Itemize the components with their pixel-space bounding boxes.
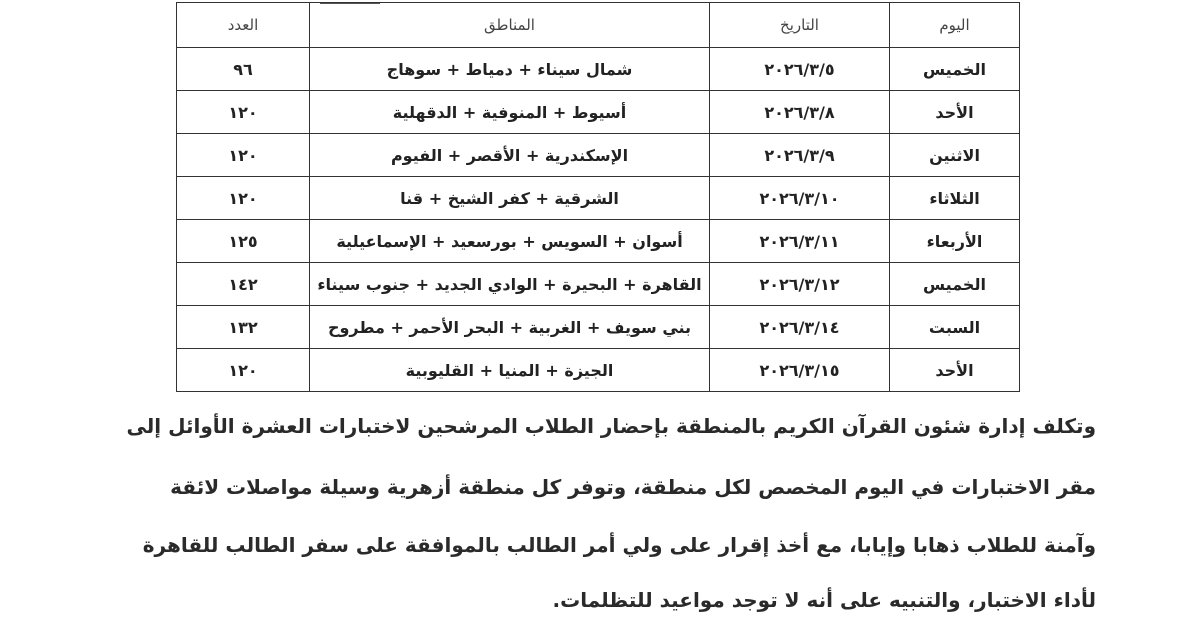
table-row — [177, 134, 1020, 177]
table-header-row — [177, 3, 1020, 48]
table-row — [177, 48, 1020, 91]
header-regions: المناطق — [310, 3, 710, 48]
count-cell: ٩٦ — [177, 48, 310, 91]
regions-cell: شمال سيناء + دمياط + سوهاج — [310, 48, 710, 91]
table-row — [177, 306, 1020, 349]
day-cell: الاثنين — [890, 134, 1020, 177]
count-cell: ١٢٠ — [177, 177, 310, 220]
table-row — [177, 177, 1020, 220]
regions-cell: القاهرة + البحيرة + الوادي الجديد + جنوب سيناء — [310, 263, 710, 306]
count-cell: ١٣٢ — [177, 306, 310, 349]
regions-cell: أسوان + السويس + بورسعيد + الإسماعيلية — [310, 220, 710, 263]
day-cell: الأحد — [890, 349, 1020, 392]
regions-cell: الجيزة + المنيا + القليوبية — [310, 349, 710, 392]
day-cell: الثلاثاء — [890, 177, 1020, 220]
table-row — [177, 263, 1020, 306]
table-row — [177, 349, 1020, 392]
count-cell: ١٢٠ — [177, 349, 310, 392]
paragraph-line-4: لأداء الاختبار، والتنبيه على أنه لا توجد مواعيد للتظلمات. — [552, 588, 1096, 612]
table-row — [177, 91, 1020, 134]
header-date: التاريخ — [710, 3, 890, 48]
header-day: اليوم — [890, 3, 1020, 48]
header-count: العدد — [177, 3, 310, 48]
count-cell: ١٤٢ — [177, 263, 310, 306]
paragraph-line-1: وتكلف إدارة شئون القرآن الكريم بالمنطقة بإحضار الطلاب المرشحين لاختبارات العشرة الأوائل إلى — [126, 414, 1096, 438]
count-cell: ١٢٠ — [177, 134, 310, 177]
date-cell: ٢٠٢٦/٣/٨ — [710, 91, 890, 134]
regions-cell: الإسكندرية + الأقصر + الفيوم — [310, 134, 710, 177]
day-cell: السبت — [890, 306, 1020, 349]
exam-schedule-table — [176, 2, 1020, 392]
date-cell: ٢٠٢٦/٣/٥ — [710, 48, 890, 91]
regions-cell: بني سويف + الغربية + البحر الأحمر + مطروح — [310, 306, 710, 349]
count-cell: ١٢٥ — [177, 220, 310, 263]
paragraph-line-2: مقر الاختبارات في اليوم المخصص لكل منطقة، وتوفر كل منطقة أزهرية وسيلة مواصلات لائقة — [170, 475, 1096, 499]
day-cell: الخميس — [890, 263, 1020, 306]
regions-cell: أسيوط + المنوفية + الدقهلية — [310, 91, 710, 134]
date-cell: ٢٠٢٦/٣/١٢ — [710, 263, 890, 306]
date-cell: ٢٠٢٦/٣/٩ — [710, 134, 890, 177]
date-cell: ٢٠٢٦/٣/١٤ — [710, 306, 890, 349]
day-cell: الخميس — [890, 48, 1020, 91]
date-cell: ٢٠٢٦/٣/١٥ — [710, 349, 890, 392]
regions-cell: الشرقية + كفر الشيخ + قنا — [310, 177, 710, 220]
date-cell: ٢٠٢٦/٣/١١ — [710, 220, 890, 263]
date-cell: ٢٠٢٦/٣/١٠ — [710, 177, 890, 220]
table-row — [177, 220, 1020, 263]
day-cell: الأربعاء — [890, 220, 1020, 263]
day-cell: الأحد — [890, 91, 1020, 134]
paragraph-line-3: وآمنة للطلاب ذهابا وإيابا، مع أخذ إقرار على ولي أمر الطالب بالموافقة على سفر الطالب للقاهرة — [142, 533, 1096, 557]
count-cell: ١٢٠ — [177, 91, 310, 134]
